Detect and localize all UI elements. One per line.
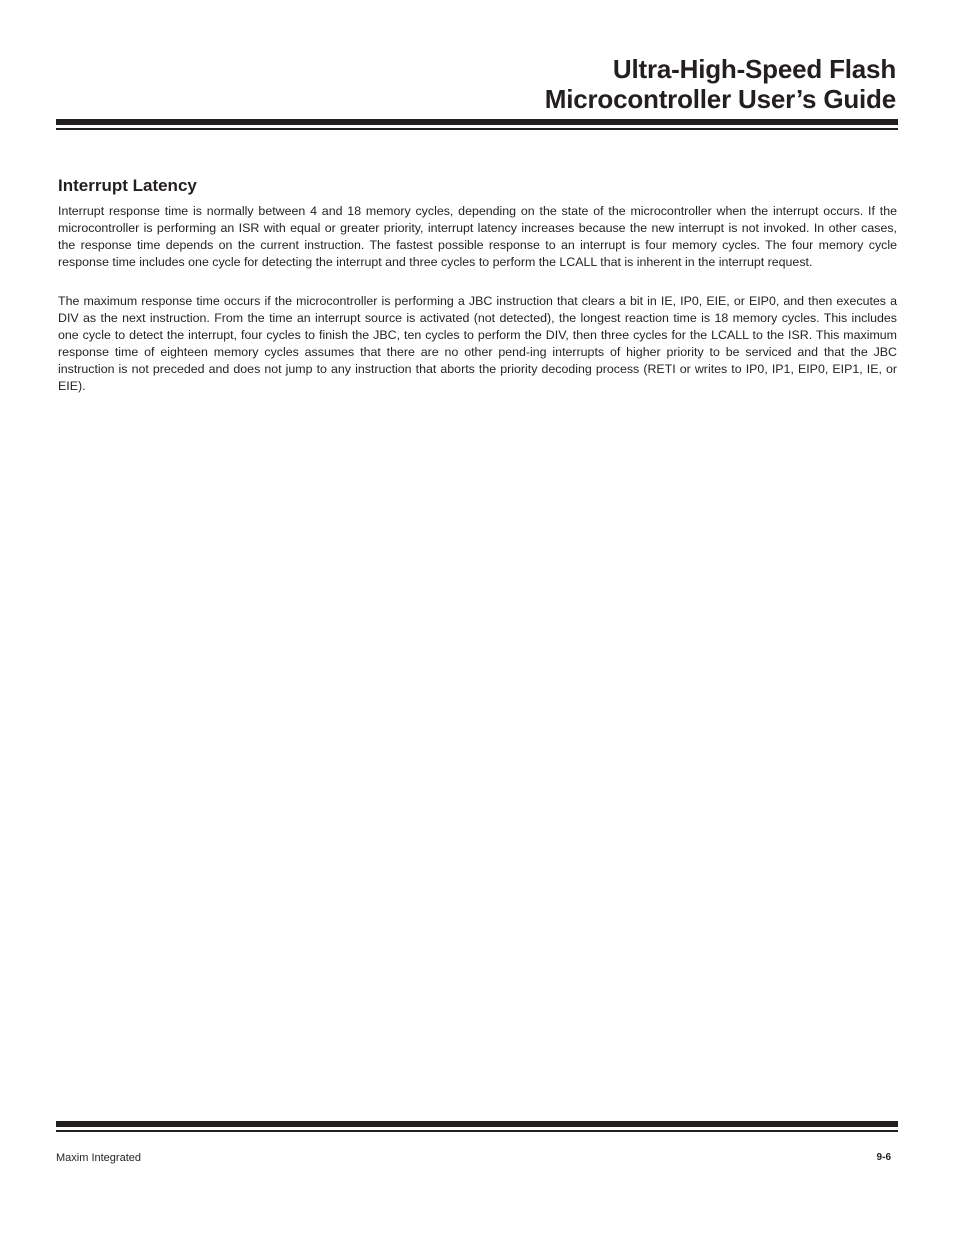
footer-rule-thick: [56, 1121, 898, 1127]
footer-page-number: 9-6: [876, 1152, 891, 1163]
document-title-line-2: Microcontroller User’s Guide: [544, 84, 896, 114]
footer-company: Maxim Integrated: [56, 1152, 141, 1164]
footer-rule-thin: [56, 1130, 898, 1132]
header-rule-thick: [56, 119, 898, 125]
document-title: [545, 54, 896, 114]
paragraph-2: The maximum response time occurs if the microcontroller is performing a JBC instruction that clears a bit in IE, IP0, EIE, or EIP0, and then executes a DIV as the next instruction. From the time an interrupt source is activated (not detected), the longest reaction time is 18 memory cycles. This includes one cycle to detect the interrupt, four cycles to finish the JBC, ten cycles to perform the DIV, then three cycles for the LCALL to the ISR. This maximum response time of eighteen memory cycles assumes that there are no other pend-ing interrupts of higher priority to be serviced and that the JBC instruction is not preceded and does not jump to any instruction that aborts the priority decoding process (RETI or writes to IP0, IP1, EIP0, EIP1, IE, or EIE).: [58, 294, 897, 393]
header-rule-thin: [56, 128, 898, 130]
paragraph-1: Interrupt response time is normally between 4 and 18 memory cycles, depending on the state of the microcontroller when the interrupt occurs. If the microcontroller is performing an ISR with equal or greater priority, interrupt latency increases because the new interrupt is not invoked. In other cases, the response time depends on the current instruction. The fastest possible response to an interrupt is four memory cycles. The four memory cycle response time includes one cycle for detecting the interrupt and three cycles to perform the LCALL that is inherent in the interrupt request.: [58, 204, 897, 269]
section-heading: Interrupt Latency: [58, 176, 197, 195]
document-title-line-1: Ultra-High-Speed Flash: [612, 54, 896, 84]
